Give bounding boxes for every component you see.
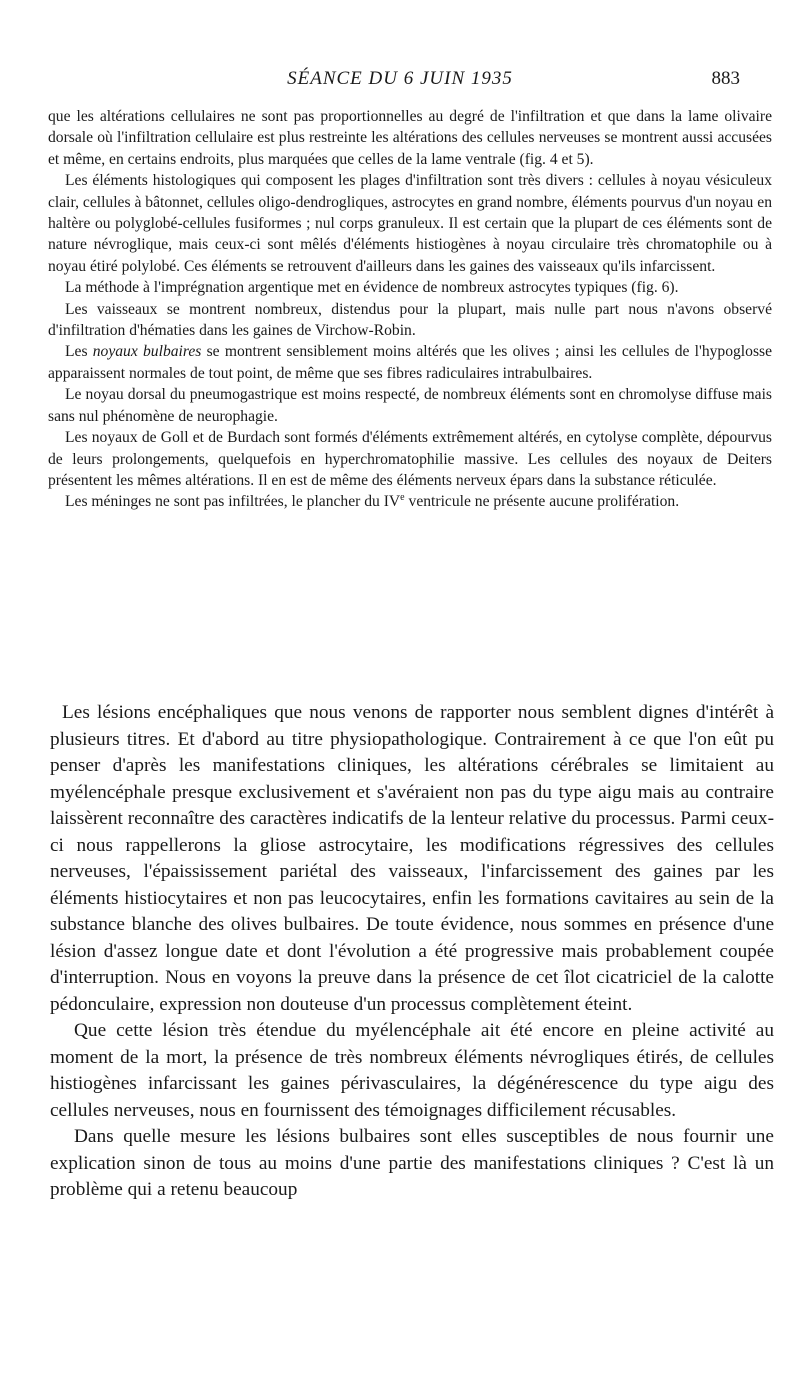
text-run: Les méninges ne sont pas infiltrées, le plancher du IV [65, 493, 401, 511]
page-header [48, 68, 752, 98]
paragraph: que les altérations cellulaires ne sont pas proportionnelles au degré de l'infiltration et que dans la lame olivaire dorsale où l'infiltration cellulaire est plus restreinte les altérations des cellules nerveuses se montrent aussi accusées et même, en certains endroits, plus marquées que celles de la lame ventrale (fig. 4 et 5). [48, 108, 772, 168]
paragraph: Les lésions encéphaliques que nous venons de rapporter nous semblent dignes d'intérêt à plusieurs titres. Et d'abord au titre physiopathologique. Contrairement à ce que l'on eût pu penser d'après les manifestations cliniques, les altérations cérébrales se limitaient au myélencéphale presque exclusivement et s'avéraient non pas du type aigu mais au contraire laissèrent reconnaître des caractères indicatifs de la lenteur relative du processus. Parmi ceux-ci nous rappellerons la gliose astrocytaire, les modifications régressives des cellules nerveuses, l'épaississement pariétal des vaisseaux, l'infarcissement des gaines par les éléments histiocytaires et non pas leucocytaires, enfin les formations cavitaires au sein de la substance blanche des olives bulbaires. De toute évidence, nous sommes en présence d'une lésion d'assez longue date et dont l'évolution a été progressive mais probablement coupée d'interruption. Nous en voyons la preuve dans la présence de cet îlot cicatriciel de la calotte pédonculaire, expression non douteuse d'un processus complètement éteint. [50, 702, 774, 1015]
paragraph: Les noyaux de Goll et de Burdach sont formés d'éléments extrêmement altérés, en cytolyse complète, dépourvus de leurs prolongements, quelquefois en hyperchromatophilie massive. Les cellules des noyaux de Deiters présentent les mêmes altérations. Il en est de même des éléments nerveux épars dans la substance réticulée. [48, 429, 772, 489]
paragraph [48, 491, 772, 512]
superscript: e [400, 492, 405, 504]
page-number: 883 [711, 68, 740, 89]
paragraph: Dans quelle mesure les lésions bulbaires sont elles susceptibles de nous fournir une explication sinon de tous au moins d'une partie des manifestations cliniques ? C'est là un problème qui a retenu beaucoup [50, 1126, 774, 1200]
paragraph [48, 341, 772, 384]
running-title: SÉANCE DU 6 JUIN 1935 [287, 68, 513, 89]
text-run: Les [65, 343, 93, 361]
text-run: se montrent sensiblement moins altérés que les olives ; ainsi les cellules de l'hypoglosse apparaissent normales de tout point, de même que ses fibres radiculaires intrabulbaires. [48, 343, 772, 382]
paragraph: Les vaisseaux se montrent nombreux, distendus pour la plupart, mais nulle part nous n'avons observé d'infiltration d'hématies dans les gaines de Virchow-Robin. [48, 300, 772, 340]
paragraph: Que cette lésion très étendue du myélencéphale ait été encore en pleine activité au moment de la mort, la présence de très nombreux éléments névrogliques étirés, de cellules histiogènes infarcissant les gaines périvasculaires, la dégénérescence du type aigu des cellules nerveuses, nous en fournissent des témoignages difficilement récusables. [50, 1020, 774, 1121]
paragraph: La méthode à l'imprégnation argentique met en évidence de nombreux astrocytes typiques (fig. 6). [65, 279, 679, 297]
discussion-section [50, 700, 774, 1204]
paragraph: Les éléments histologiques qui composent les plages d'infiltration sont très divers : cellules à noyau vésiculeux clair, cellules à bâtonnet, cellules oligo-dendrogliques, astrocytes en grand nombre, éléments pourvus d'un noyau en haltère ou polyglobé-cellules fusiformes ; nul corps granuleux. Il est certain que la plupart de ces éléments sont de nature névroglique, mais ceux-ci sont mêlés d'éléments histiogènes à noyau circulaire très chromatophile ou à noyau étiré polylobé. Ces éléments se retrouvent d'ailleurs dans les gaines des vaisseaux qu'ils infarcissent. [48, 172, 772, 275]
italic-term: noyaux bulbaires [92, 343, 202, 361]
observations-section [48, 106, 772, 513]
paragraph: Le noyau dorsal du pneumogastrique est moins respecté, de nombreux éléments sont en chromolyse diffuse mais sans nul phénomène de neurophagie. [48, 386, 772, 425]
text-run: ventricule ne présente aucune prolifération. [404, 493, 680, 511]
